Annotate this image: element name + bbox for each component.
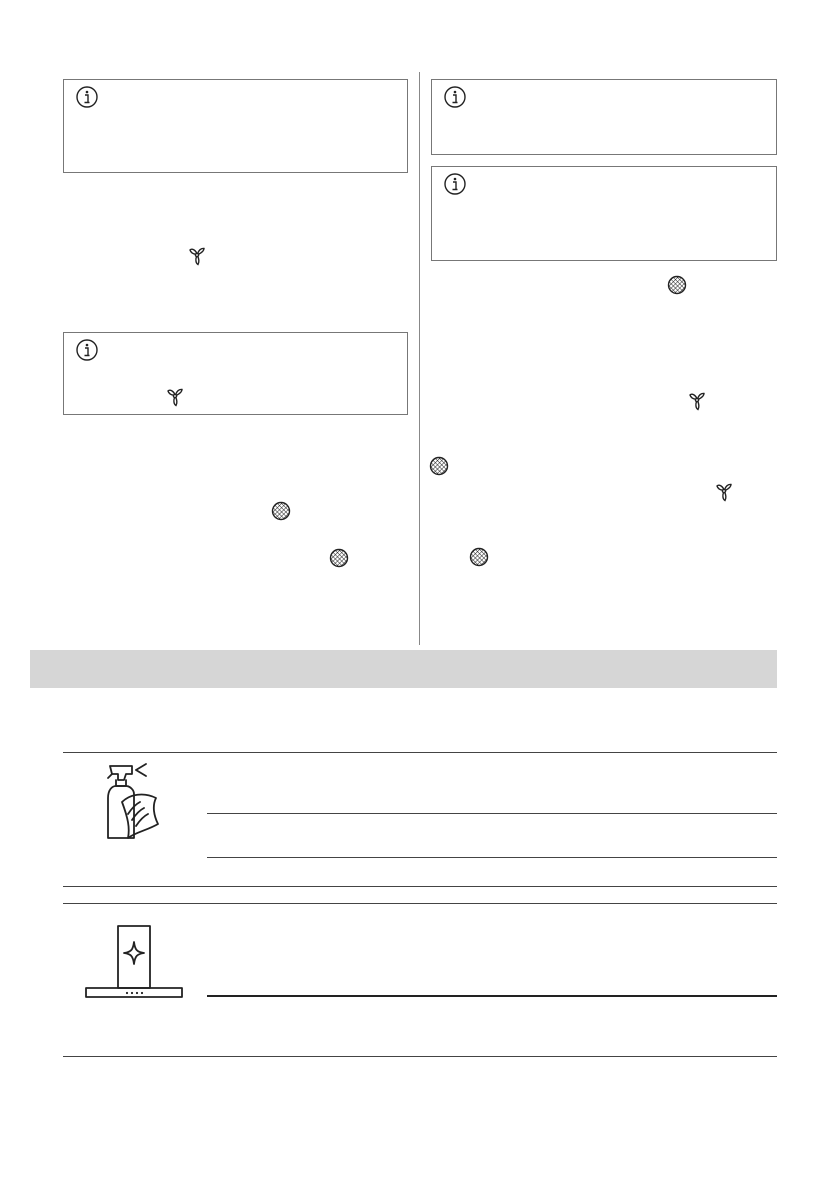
grease-filter-icon <box>429 456 449 476</box>
grease-filter-icon <box>271 501 291 521</box>
section-header-band <box>30 650 777 688</box>
column-divider <box>419 72 420 645</box>
grease-filter-icon <box>329 548 349 568</box>
info-box-left-1 <box>63 79 408 173</box>
info-box-right-1 <box>431 79 777 155</box>
info-icon <box>76 86 98 108</box>
table-rule-inner-1 <box>207 813 777 814</box>
info-icon <box>76 339 98 361</box>
info-icon <box>444 86 466 108</box>
fan-icon <box>164 386 186 408</box>
spray-and-cloth-cleaning-icon <box>100 758 170 842</box>
fan-icon <box>686 390 708 412</box>
info-box-left-2 <box>63 332 408 415</box>
table-rule-inner-3 <box>207 995 777 997</box>
table-rule-section-start <box>63 903 777 904</box>
table-rule-section-end <box>63 886 777 887</box>
cooker-hood-icon <box>84 922 184 1000</box>
grease-filter-icon <box>667 275 687 295</box>
fan-icon <box>186 245 208 267</box>
table-rule-bottom <box>63 1056 777 1057</box>
grease-filter-icon <box>469 547 489 567</box>
info-box-right-2 <box>431 166 777 261</box>
table-rule-top <box>63 752 777 753</box>
fan-icon <box>713 481 735 503</box>
info-icon <box>444 173 466 195</box>
table-rule-inner-2 <box>207 857 777 858</box>
